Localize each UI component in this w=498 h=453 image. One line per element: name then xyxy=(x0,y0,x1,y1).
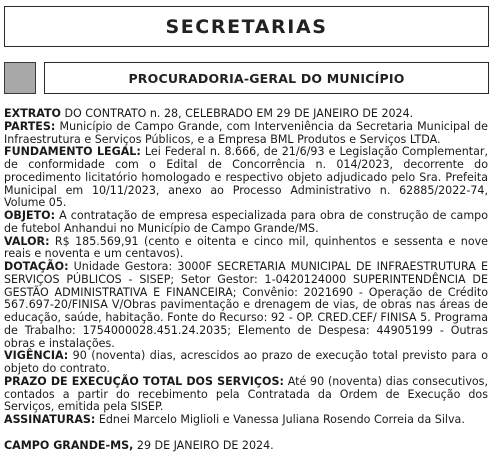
para-partes xyxy=(4,121,488,147)
label-fundamento-legal: FUNDAMENTO LEGAL: xyxy=(4,145,141,159)
label-local: CAMPO GRANDE-MS, xyxy=(4,438,134,452)
contract-extract xyxy=(4,108,488,453)
para-fundamento-legal xyxy=(4,146,488,210)
text-objeto: A contratação de empresa especializada para obra de construção de campo de futebol Anhandui no Município de Campo Grande/MS. xyxy=(4,209,488,235)
banner-title: SECRETARIAS xyxy=(165,15,328,38)
text-vigencia: 90 (noventa) dias, acrescidos ao prazo de execução total previsto para o objeto do contrato. xyxy=(4,349,488,375)
para-local-data xyxy=(4,440,488,453)
section-title: PROCURADORIA-GERAL DO MUNICÍPIO xyxy=(128,70,405,86)
text-prazo-execucao: Até 90 (noventa) dias consecutivos, contados a partir do recebimento pela Contratada da Ordem de Execução dos Serviços, emitida pela SISEP. xyxy=(4,374,488,414)
label-prazo-execucao: PRAZO DE EXECUÇÃO TOTAL DOS SERVIÇOS: xyxy=(4,374,284,388)
text-extrato: DO CONTRATO n. 28, CELEBRADO EM 29 DE JANEIRO DE 2024. xyxy=(60,107,414,120)
label-dotacao: DOTAÇÃO: xyxy=(4,260,69,273)
section-header xyxy=(4,62,489,94)
para-dotacao xyxy=(4,261,488,350)
text-partes: Município de Campo Grande, com Interveniência da Secretaria Municipal de Infraestrutura e Serviços Públicos, e a Empresa BML Produtos e Serviços LTDA. xyxy=(4,119,488,146)
text-fundamento-legal: Lei Federal n. 8.666, de 21/6/93 e Legislação Complementar, de conformidade com o Edital de Concorrência n. 014/2023, decorrente do procedimento licitatório homologado e respectivo objeto adjudicado pelo Sra. Prefeita Municipal em 10/11/2023, anexo ao Processo Administrativo n. 62885/2022-74, Volume 05. xyxy=(4,145,489,210)
para-vigencia xyxy=(4,350,488,376)
label-partes: PARTES: xyxy=(4,119,56,133)
text-assinaturas: Ednei Marcelo Miglioli e Vanessa Juliana Rosendo Correia da Silva. xyxy=(95,413,465,426)
label-valor: VALOR: xyxy=(4,234,50,248)
text-data: 29 DE JANEIRO DE 2024. xyxy=(133,438,274,452)
para-prazo-execucao xyxy=(4,376,488,414)
para-assinaturas xyxy=(4,414,488,427)
label-vigencia: VIGÊNCIA: xyxy=(4,349,69,363)
para-objeto xyxy=(4,210,488,236)
label-extrato: EXTRATO xyxy=(4,107,61,120)
section-marker xyxy=(4,62,36,94)
label-objeto: OBJETO: xyxy=(4,209,56,222)
section-title-box xyxy=(44,62,489,94)
section-banner xyxy=(4,6,489,47)
text-valor: R$ 185.569,91 (cento e oitenta e cinco mil, quinhentos e sessenta e nove reais e noventa e um centavos). xyxy=(4,234,488,261)
para-valor xyxy=(4,236,488,262)
text-dotacao: Unidade Gestora: 3000F SECRETARIA MUNICIPAL DE INFRAESTRUTURA E SERVIÇOS PÚBLICOS - SISEP; Setor Gestor: 1-0420124000 SUPERINTENDÊNCIA DE GESTÃO ADMINISTRATIVA E FINANCEIRA; Convênio: 2021690 - Operação de Crédito 567.697-20/FINISA V/Obras pavimentação e drenagem de vias, de obras nas áreas de educação, saúde, habitação. Fonte do Recurso: 92 - OP. CRED.CEF/ FINISA 5. Programa de Trabalho: 1754000028.451.24.2035; Elemento de Despesa: 44905199 - Outras obras e instalações. xyxy=(4,260,488,350)
label-assinaturas: ASSINATURAS: xyxy=(4,413,96,426)
